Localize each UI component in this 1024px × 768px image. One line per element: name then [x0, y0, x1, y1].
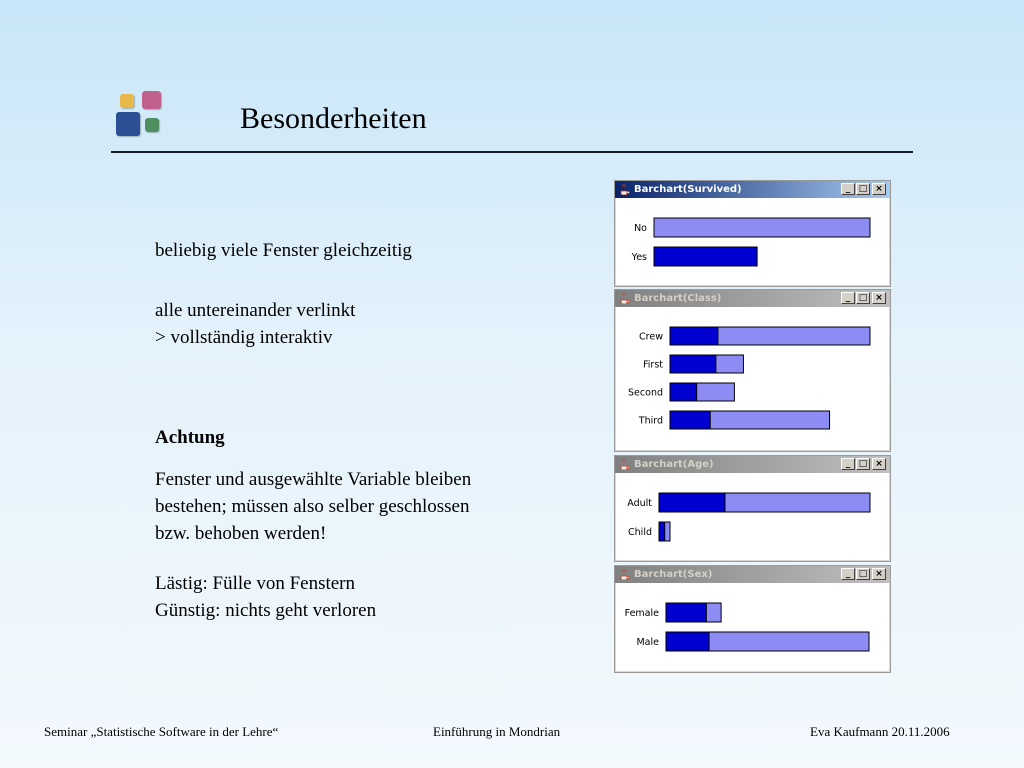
bar-label-no: No [634, 223, 647, 234]
footer-topic: Einführung in Mondrian [433, 724, 561, 739]
window-titlebar[interactable] [615, 566, 890, 583]
minimize-button[interactable]: _ [841, 458, 855, 470]
title-divider [111, 151, 913, 153]
java-icon [619, 292, 630, 304]
barchart-age-plot[interactable] [615, 473, 888, 559]
logo-square-pink [142, 91, 161, 109]
bar-label-male: Male [636, 637, 659, 648]
footer-author-date: Eva Kaufmann 20.11.2006 [810, 724, 950, 739]
barchart-survived-plot[interactable] [615, 198, 888, 284]
bar-label-adult: Adult [627, 498, 652, 509]
bar-label-first: First [643, 359, 663, 371]
para2-line1: alle untereinander verlinkt [155, 300, 356, 321]
barchart-window-age[interactable] [614, 455, 891, 562]
mondrian-logo [116, 90, 164, 138]
bar-label-child: Child [628, 527, 652, 538]
close-button[interactable]: × [872, 292, 886, 304]
para3-line2: bestehen; müssen also selber geschlossen [155, 496, 470, 517]
para2-line2: > vollständig interaktiv [155, 327, 333, 348]
logo-square-blue [116, 112, 140, 136]
window-titlebar[interactable] [615, 181, 890, 198]
bar-label-yes: Yes [631, 252, 647, 263]
barchart-window-survived[interactable] [614, 180, 891, 287]
bar-selected-crew[interactable] [670, 327, 718, 345]
minimize-button[interactable]: _ [841, 183, 855, 195]
window-title: Barchart(Class) [634, 293, 722, 304]
bar-selected-child[interactable] [659, 522, 665, 541]
minimize-button[interactable]: _ [841, 292, 855, 304]
bar-label-crew: Crew [639, 331, 663, 343]
bar-selected-female[interactable] [666, 603, 706, 622]
attention-heading [155, 424, 225, 451]
maximize-button[interactable]: □ [856, 292, 870, 304]
logo-square-green [145, 118, 159, 132]
close-button[interactable]: × [872, 183, 886, 195]
para4-line1: Lästig: Fülle von Fenstern [155, 573, 356, 594]
window-title: Barchart(Sex) [634, 569, 713, 580]
maximize-button[interactable]: □ [856, 183, 870, 195]
slide-title: Besonderheiten [240, 102, 427, 135]
bar-selected-second[interactable] [670, 383, 697, 401]
java-icon [619, 183, 630, 195]
bar-selected-adult[interactable] [659, 493, 725, 512]
window-titlebar[interactable] [615, 456, 890, 473]
window-title: Barchart(Survived) [634, 184, 742, 195]
para4-line2: Günstig: nichts geht verloren [155, 600, 377, 621]
barchart-sex-plot[interactable] [615, 583, 888, 670]
window-title: Barchart(Age) [634, 459, 714, 470]
java-icon [619, 568, 630, 580]
para3-line3: bzw. behoben werden! [155, 523, 327, 544]
bar-selected-male[interactable] [666, 632, 709, 651]
barchart-window-sex[interactable] [614, 565, 891, 673]
minimize-button[interactable]: _ [841, 568, 855, 580]
barchart-class-plot[interactable] [615, 307, 888, 449]
bar-selected-first[interactable] [670, 355, 716, 373]
bar-label-second: Second [628, 387, 663, 399]
window-titlebar[interactable] [615, 290, 890, 307]
logo-square-yellow [120, 94, 134, 108]
close-button[interactable]: × [872, 458, 886, 470]
bar-label-third: Third [638, 415, 663, 427]
bar-selected-third[interactable] [670, 411, 710, 429]
para1-text: beliebig viele Fenster gleichzeitig [155, 240, 412, 261]
bar-label-female: Female [624, 608, 659, 619]
bar-selected-yes[interactable] [654, 247, 757, 266]
heading-text: Achtung [155, 427, 225, 448]
paragraph-linked [155, 297, 355, 351]
bar-no[interactable] [654, 218, 870, 237]
maximize-button[interactable]: □ [856, 458, 870, 470]
maximize-button[interactable]: □ [856, 568, 870, 580]
paragraph-warning [155, 466, 471, 547]
paragraph-pros-cons [155, 570, 376, 624]
java-icon [619, 458, 630, 470]
para3-line1: Fenster und ausgewählte Variable bleiben [155, 469, 472, 490]
close-button[interactable]: × [872, 568, 886, 580]
paragraph-windows [155, 237, 412, 264]
barchart-window-class[interactable] [614, 289, 891, 452]
footer-seminar: Seminar „Statistische Software in der Lehre“ [44, 724, 279, 739]
